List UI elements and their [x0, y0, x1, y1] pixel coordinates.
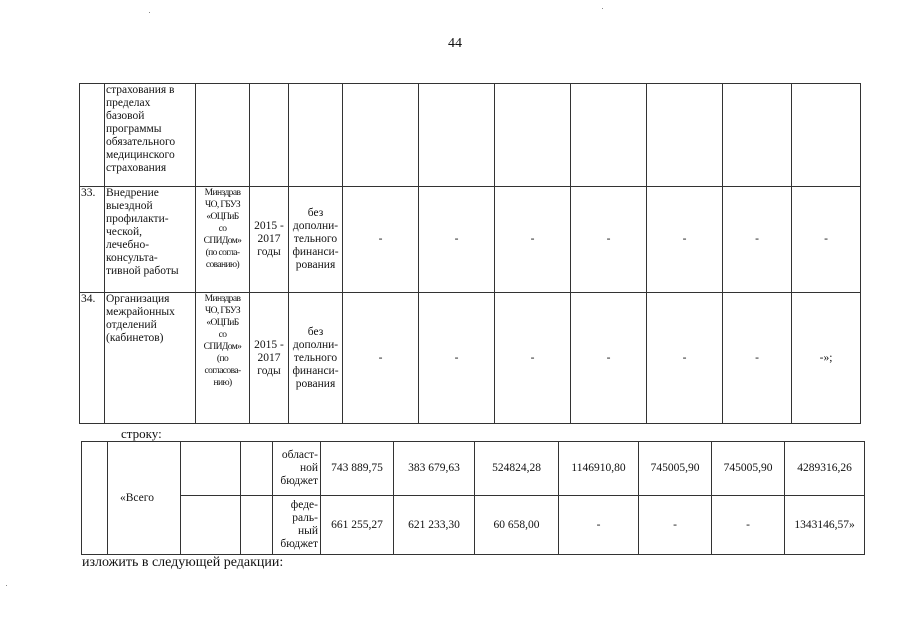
amount-cell: 524824,28 — [475, 442, 559, 496]
page-number: 44 — [448, 36, 462, 51]
value-cell: - — [792, 187, 861, 293]
table-row — [82, 496, 865, 555]
scan-speck — [6, 585, 7, 586]
value-cell: - — [419, 293, 495, 424]
value-cell: - — [343, 187, 419, 293]
value-cell — [419, 84, 495, 187]
activity-name-cell: Организация межрайонных отделений (кабинетов) — [105, 293, 196, 424]
value-cell: - — [419, 187, 495, 293]
budget-source-cell: феде- раль- ный бюджет — [273, 496, 321, 555]
amount-cell: - — [559, 496, 639, 555]
table-row — [80, 187, 861, 293]
empty-cell — [181, 496, 241, 555]
row-number-cell: 33. — [80, 187, 105, 293]
organization-cell — [196, 84, 250, 187]
value-cell: - — [495, 187, 571, 293]
program-table — [79, 83, 861, 424]
amount-cell: - — [639, 496, 712, 555]
financing-cell — [289, 84, 343, 187]
value-cell: - — [647, 293, 723, 424]
table-row — [80, 293, 861, 424]
value-cell: - — [723, 187, 792, 293]
value-cell — [792, 84, 861, 187]
amount-cell: - — [712, 496, 785, 555]
totals-table — [81, 441, 865, 555]
footer-text: изложить в следующей редакции: — [82, 555, 284, 570]
amount-cell: 743 889,75 — [321, 442, 394, 496]
organization-cell: Минздрав ЧО, ГБУЗ «ОЦПиБ со СПИДом» (по согласова- нию) — [196, 293, 250, 424]
years-cell — [250, 84, 289, 187]
value-cell — [647, 84, 723, 187]
value-cell: - — [647, 187, 723, 293]
empty-cell — [181, 442, 241, 496]
amount-cell: 621 233,30 — [394, 496, 475, 555]
amount-cell: 1343146,57» — [785, 496, 865, 555]
row-number-cell: 34. — [80, 293, 105, 424]
value-cell: - — [571, 187, 647, 293]
value-cell: - — [495, 293, 571, 424]
value-cell — [495, 84, 571, 187]
table-row — [80, 84, 861, 187]
value-cell: -»; — [792, 293, 861, 424]
total-label-cell: «Всего — [108, 442, 181, 555]
amount-cell: 60 658,00 — [475, 496, 559, 555]
value-cell: - — [723, 293, 792, 424]
years-cell: 2015 - 2017 годы — [250, 293, 289, 424]
financing-cell: без дополни- тельного финанси- рования — [289, 187, 343, 293]
amount-cell: 661 255,27 — [321, 496, 394, 555]
amount-cell: 4289316,26 — [785, 442, 865, 496]
empty-cell — [241, 442, 273, 496]
amount-cell: 1146910,80 — [559, 442, 639, 496]
value-cell — [343, 84, 419, 187]
caption-text: строку: — [121, 426, 162, 441]
budget-source-cell: област- ной бюджет — [273, 442, 321, 496]
value-cell: - — [571, 293, 647, 424]
scan-speck — [149, 12, 150, 13]
financing-cell: без дополни- тельного финанси- рования — [289, 293, 343, 424]
value-cell — [723, 84, 792, 187]
years-cell: 2015 - 2017 годы — [250, 187, 289, 293]
amount-cell: 745005,90 — [712, 442, 785, 496]
scan-speck — [602, 8, 603, 9]
row-number-cell — [80, 84, 105, 187]
amount-cell: 383 679,63 — [394, 442, 475, 496]
empty-cell — [241, 496, 273, 555]
organization-cell: Минздрав ЧО, ГБУЗ «ОЦПиБ со СПИДом» (по согла- сованию) — [196, 187, 250, 293]
table-row — [82, 442, 865, 496]
value-cell: - — [343, 293, 419, 424]
value-cell — [571, 84, 647, 187]
amount-cell: 745005,90 — [639, 442, 712, 496]
activity-name-cell: страхования в пределах базовой программы обязательного медицинского страхования — [105, 84, 196, 187]
empty-cell — [82, 442, 108, 555]
activity-name-cell: Внедрение выездной профилакти- ческой, лечебно- консульта- тивной работы — [105, 187, 196, 293]
